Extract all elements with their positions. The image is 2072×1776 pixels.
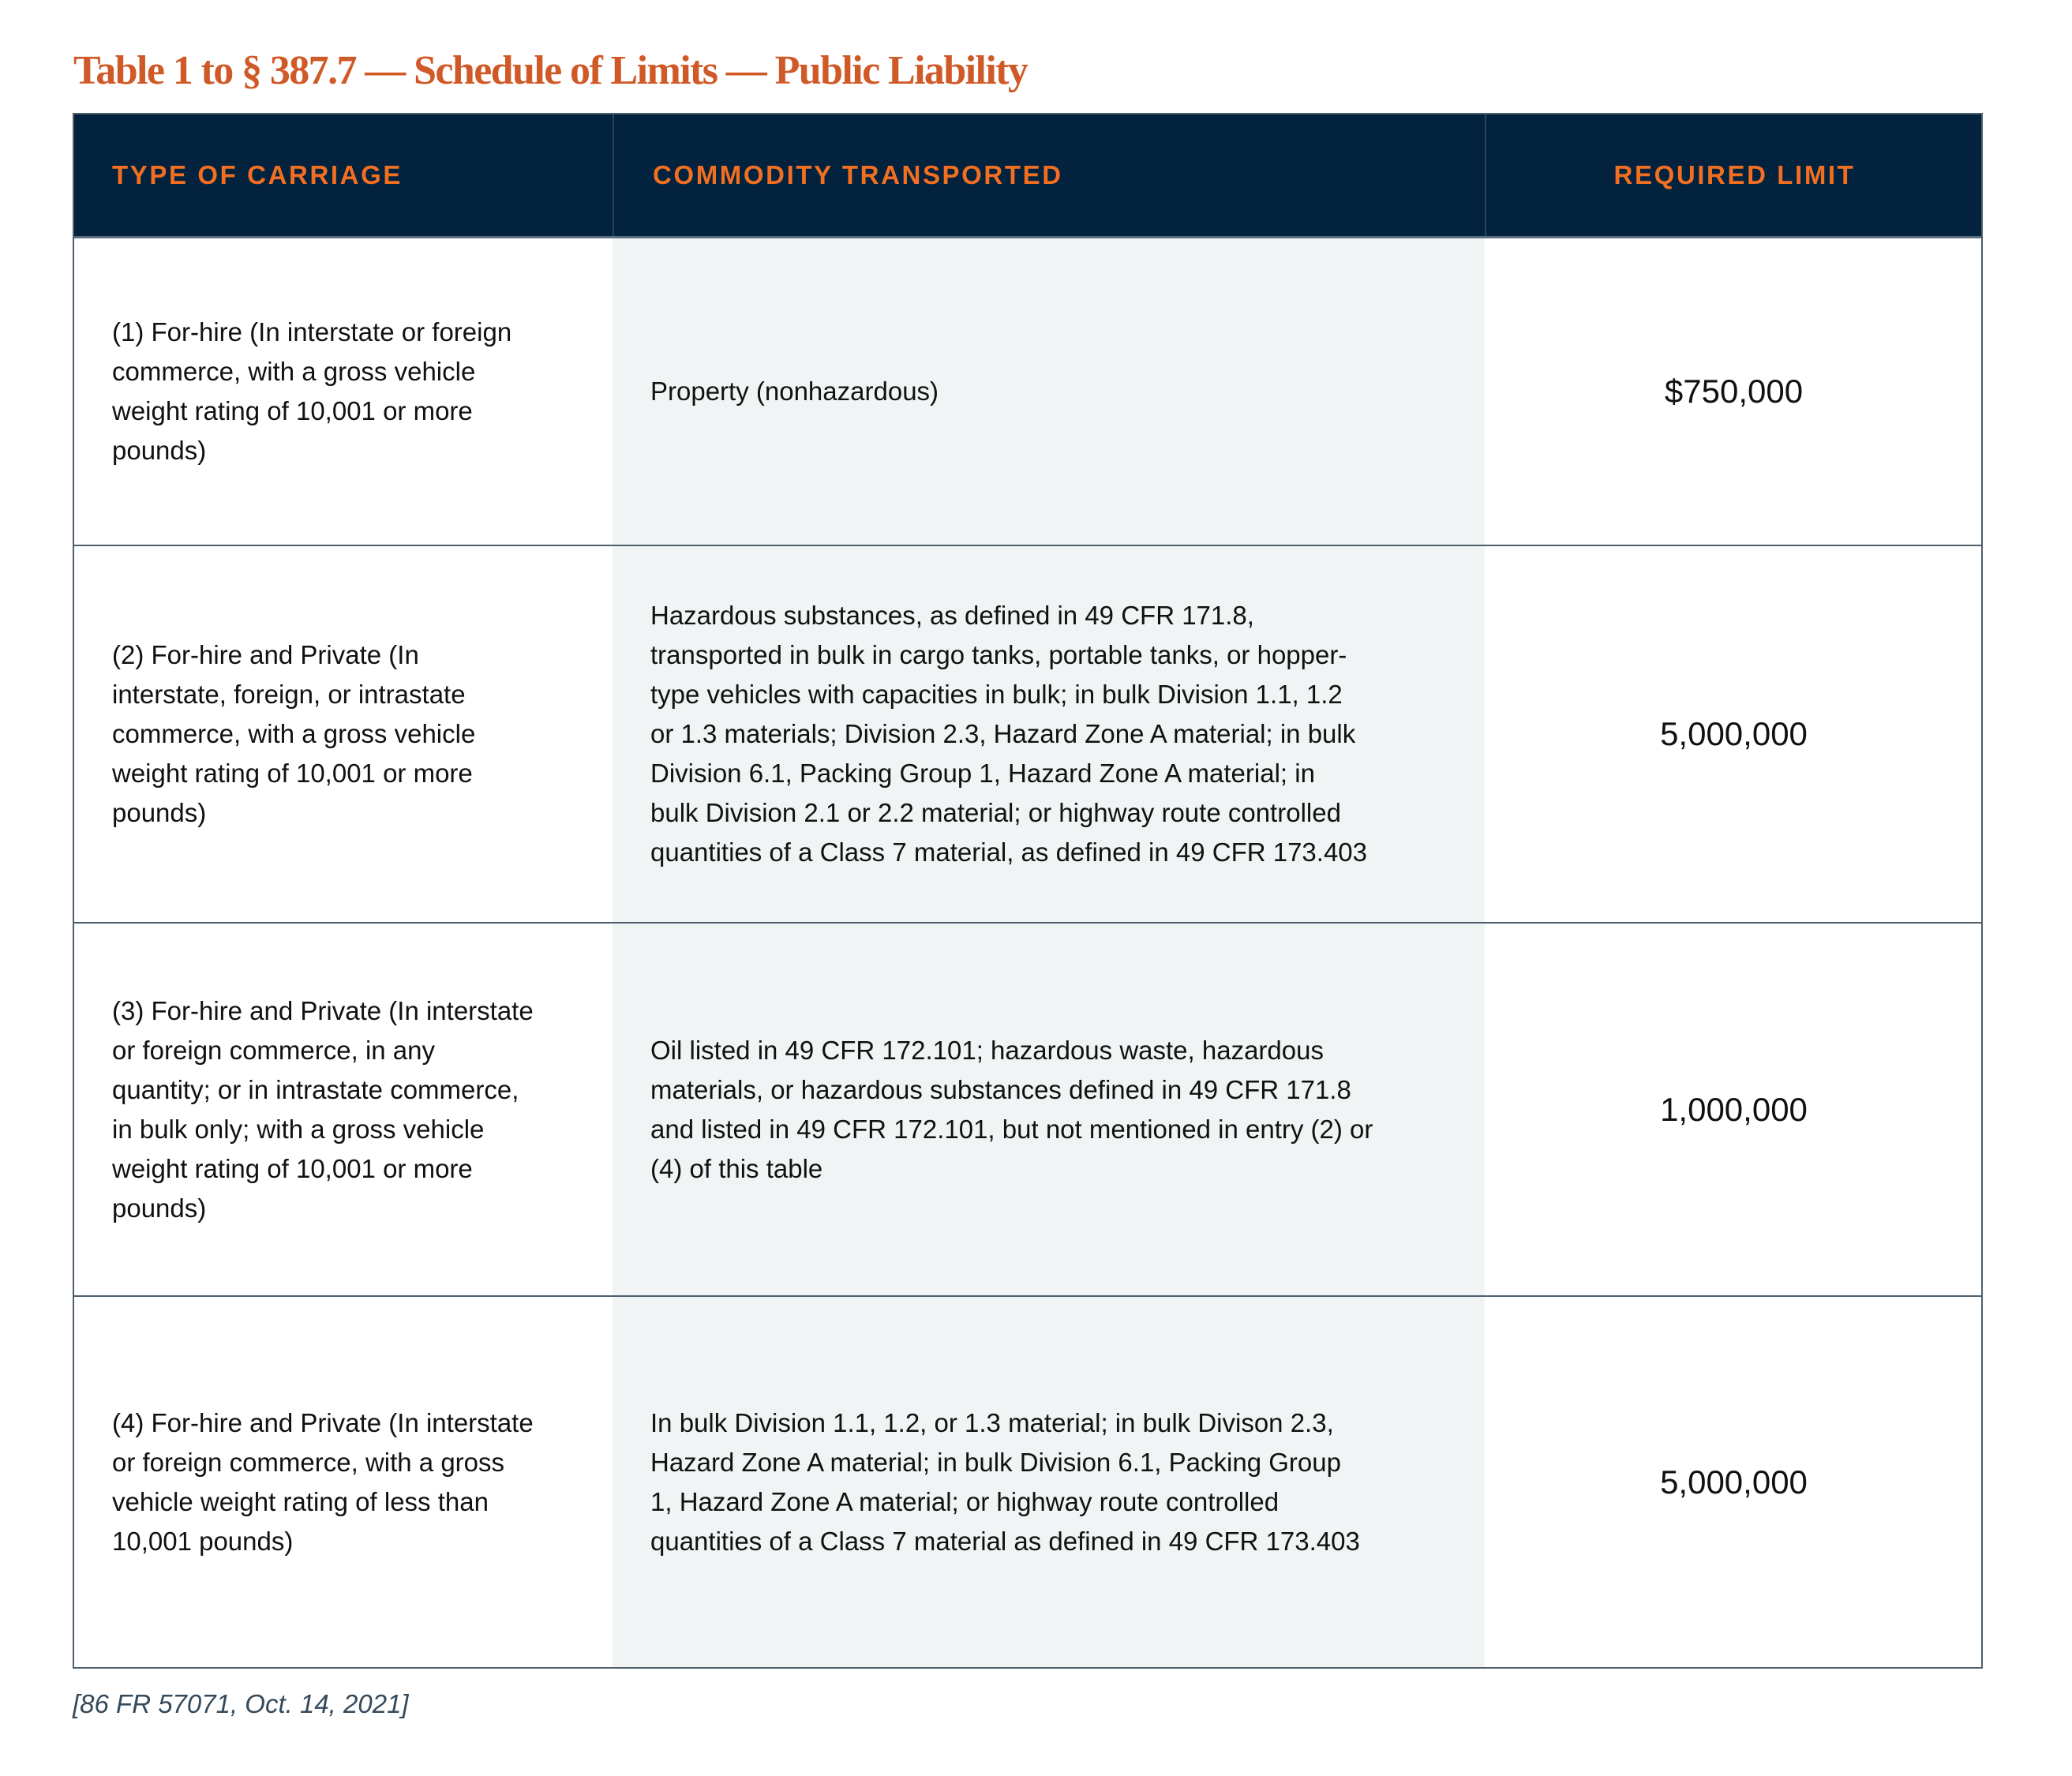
cell-text-line: (4) of this table: [650, 1153, 823, 1183]
required-limit-cell: [1485, 546, 1983, 922]
cell-text-line: weight rating of 10,001 or more: [112, 759, 473, 788]
cell-text-line: weight rating of 10,001 or more: [112, 1153, 473, 1183]
cell-text-line: vehicle weight rating of less than: [112, 1486, 489, 1516]
cell-text-line: transported in bulk in cargo tanks, portable tanks, or hopper-: [650, 640, 1347, 669]
required-limit-cell: [1485, 924, 1983, 1295]
cell-text-line: pounds): [112, 436, 207, 465]
commodity-cell: [650, 924, 1463, 1295]
table-header: [74, 114, 1981, 238]
required-limit-value: 5,000,000: [1660, 1463, 1808, 1501]
cell-text-line: materials, or hazardous substances defined in 49 CFR 171.8: [650, 1074, 1351, 1104]
type-of-carriage-cell: [112, 924, 594, 1295]
cell-text-line: (3) For-hire and Private (In interstate: [112, 995, 534, 1025]
cell-text-line: interstate, foreign, or intrastate: [112, 680, 466, 709]
type-of-carriage-cell: [112, 238, 594, 545]
column-header-required-limit: REQUIRED LIMIT: [1485, 114, 1983, 236]
cell-text-line: (1) For-hire (In interstate or foreign: [112, 317, 512, 347]
cell-text-line: Division 6.1, Packing Group 1, Hazard Zone A material; in: [650, 759, 1315, 788]
cell-text-line: (4) For-hire and Private (In interstate: [112, 1407, 534, 1437]
required-limit-value: 1,000,000: [1660, 1090, 1808, 1128]
cell-text-line: quantity; or in intrastate commerce,: [112, 1074, 519, 1104]
cell-text-line: in bulk only; with a gross vehicle: [112, 1114, 485, 1144]
cell-text-line: commerce, with a gross vehicle: [112, 357, 476, 386]
required-limit-cell: [1485, 238, 1983, 545]
required-limit-cell: [1485, 1297, 1983, 1667]
type-of-carriage-cell: [112, 1297, 594, 1667]
column-header-commodity-transported: COMMODITY TRANSPORTED: [613, 114, 1485, 236]
commodity-cell: [650, 546, 1463, 922]
cell-text-line: quantities of a Class 7 material as defined in 49 CFR 173.403: [650, 1526, 1360, 1556]
cell-text-line: bulk Division 2.1 or 2.2 material; or highway route controlled: [650, 798, 1341, 827]
table-title: Table 1 to § 387.7 — Schedule of Limits — Public Liability: [73, 48, 1028, 93]
cell-text-line: type vehicles with capacities in bulk; in bulk Division 1.1, 1.2: [650, 680, 1343, 709]
type-of-carriage-cell: [112, 546, 594, 922]
cell-text-line: pounds): [112, 1193, 207, 1223]
cell-text-line: 10,001 pounds): [112, 1526, 294, 1556]
commodity-cell: [650, 1297, 1463, 1667]
cell-text-line: and listed in 49 CFR 172.101, but not mentioned in entry (2) or: [650, 1114, 1373, 1144]
required-limit-value: $750,000: [1664, 373, 1804, 410]
cell-text-line: (2) For-hire and Private (In: [112, 640, 419, 669]
cell-text-line: pounds): [112, 798, 207, 827]
cell-text-line: commerce, with a gross vehicle: [112, 719, 476, 748]
cell-text-line: In bulk Division 1.1, 1.2, or 1.3 material; in bulk Divison 2.3,: [650, 1407, 1334, 1437]
cell-text-line: or 1.3 materials; Division 2.3, Hazard Zone A material; in bulk: [650, 719, 1356, 748]
cell-text-line: 1, Hazard Zone A material; or highway route controlled: [650, 1486, 1280, 1516]
commodity-cell: [650, 238, 1463, 545]
table-row: [74, 1297, 1981, 1667]
table-row: [74, 924, 1981, 1297]
cell-text-line: or foreign commerce, in any: [112, 1035, 436, 1065]
cell-text-line: Oil listed in 49 CFR 172.101; hazardous waste, hazardous: [650, 1035, 1324, 1065]
cell-text-line: weight rating of 10,001 or more: [112, 396, 473, 425]
table-row: [74, 546, 1981, 924]
citation-footnote: [86 FR 57071, Oct. 14, 2021]: [73, 1689, 409, 1718]
cell-text-line: Hazardous substances, as defined in 49 CFR 171.8,: [650, 601, 1254, 630]
cell-text-line: or foreign commerce, with a gross: [112, 1447, 505, 1477]
cell-text-line: Property (nonhazardous): [650, 377, 939, 406]
required-limit-value: 5,000,000: [1660, 715, 1808, 752]
cell-text-line: quantities of a Class 7 material, as defined in 49 CFR 173.403: [650, 837, 1368, 867]
table-row: [74, 238, 1981, 546]
limits-table: [73, 113, 1983, 1669]
column-header-type-of-carriage: TYPE OF CARRIAGE: [112, 160, 403, 189]
cell-text-line: Hazard Zone A material; in bulk Division 6.1, Packing Group: [650, 1447, 1341, 1477]
